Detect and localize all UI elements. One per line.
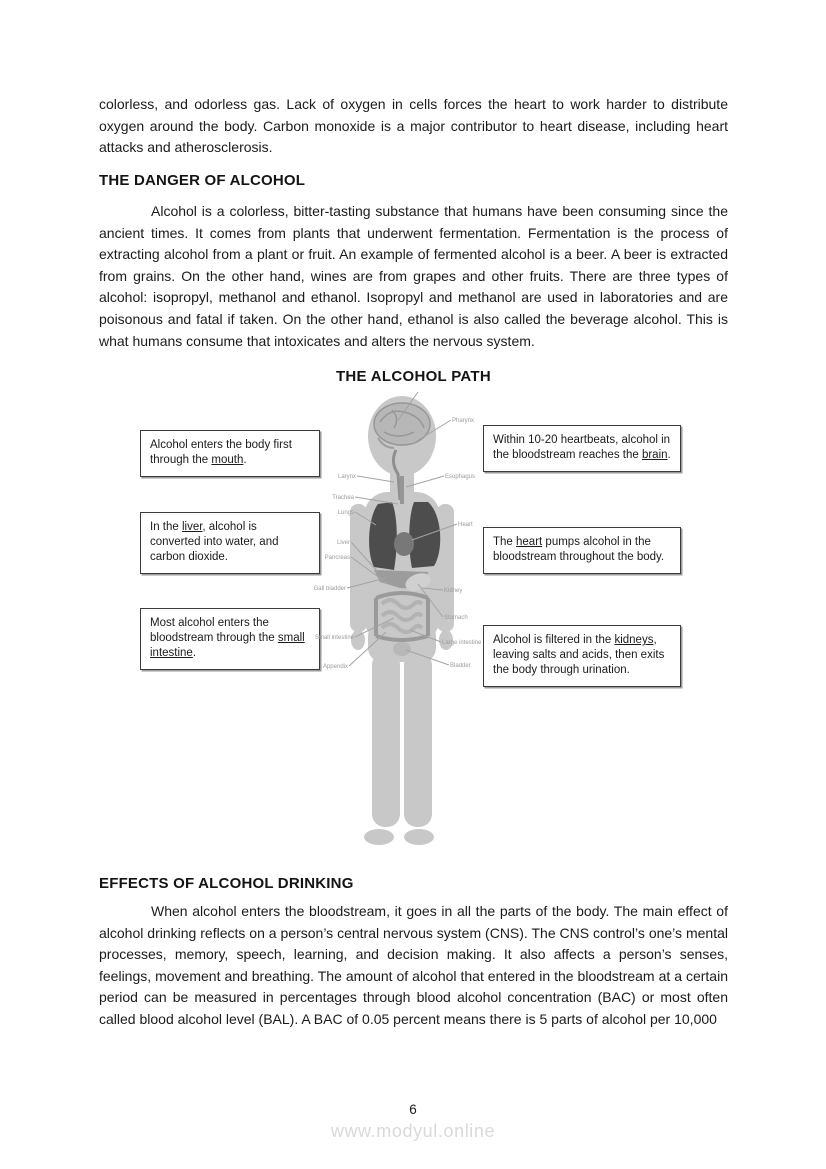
callout-liver [140,512,320,574]
callout-mouth [140,430,320,477]
danger-heading: THE DANGER OF ALCOHOL [99,172,306,189]
callout-mouth-term: mouth [211,454,244,466]
organ-label-pancreas: Pancreas [324,555,350,561]
callout-liver-term: liver [181,521,203,533]
callout-small-intestine-post: . [192,647,197,659]
organ-label-small-intestine: Small intestine [314,635,354,641]
callout-kidneys-pre: Alcohol is filtered in the [493,634,615,646]
organ-label-stomach: Stomach [444,615,468,621]
callout-heart-post: pumps alcohol in the bloodstream throughout the body. [493,536,665,563]
effects-heading: EFFECTS OF ALCOHOL DRINKING [99,875,354,892]
organ-label-liver: Liver [336,540,350,546]
organ-label-large-intestine: Large intestine [442,640,482,646]
effects-paragraph: When alcohol enters the bloodstream, it goes in all the parts of the body. The main effect of alcohol drinking reflects on a person’s central nervous system (CNS). The CNS control’s one’s mental processes, memory, speech, learning, and decision making. It also affects a person’s senses, feelings, movement and breathing. The amount of alcohol that entered in the bloodstream at a certain period can be measured in percentages through blood alcohol concentration (BAC) or most often called blood alcohol level (BAL). A BAC of 0.05 percent means there is 5 parts of alcohol per 10,000 [99,903,728,1027]
callout-mouth-post: . [243,454,247,466]
callout-brain-term: brain [641,449,668,461]
callout-brain-post: . [667,449,671,461]
callout-mouth-pre: Alcohol enters the body first through the [150,439,292,466]
danger-paragraph: Alcohol is a colorless, bitter-tasting substance that humans have been consuming since the ancient times. It comes from plants that underwent fermentation. Fermentation is the process of extracting alcohol from a plant or fruit. An example of fermented alcohol is a beer. A beer is extracted from grains. On the other hand, wines are from grapes and other fruits. There are three types of alcohol: isopropyl, methanol and ethanol. Isopropyl and methanol are used in laboratories and are poisonous and fatal if taken. On the other hand, ethanol is also called the beverage alcohol. This is what humans consume that intoxicates and alters the nervous system. [99,203,728,349]
callout-kidneys-post: , leaving salts and acids, then exits the body through urination. [493,634,665,676]
alcohol-path-diagram [0,390,826,870]
page-number: 6 [409,1102,417,1117]
intro-paragraph: colorless, and odorless gas. Lack of oxygen in cells forces the heart to work harder to distribute oxygen around the body. Carbon monoxide is a major contributor to heart disease, including heart attacks and atherosclerosis. [99,96,728,156]
bladder-illustration [393,642,411,656]
organ-label-esophagus: Esophagus [445,474,476,480]
organ-label-appendix: Appendix [322,664,348,670]
callout-kidneys-term: kidneys [614,634,654,646]
callout-liver-pre: In the [150,521,182,533]
callout-heart-term: heart [516,536,543,548]
organ-label-pharynx: Pharynx [452,418,475,424]
callout-brain-pre: Within 10-20 heartbeats, alcohol in the bloodstream reaches the [493,434,671,461]
organ-label-heart: Heart [458,522,473,528]
alcohol-path-title: THE ALCOHOL PATH [335,368,492,385]
organ-label-bladder: Bladder [450,663,471,669]
callout-small-intestine-pre: Most alcohol enters the bloodstream through the [150,617,278,644]
heart-illustration [394,532,414,556]
organ-label-kidney: Kidney [444,588,463,594]
organ-label-gall-bladder: Gall bladder [313,586,346,592]
body-figure [300,392,520,852]
watermark: www.modyul.online [330,1121,496,1141]
callout-liver-post: , alcohol is converted into water, and carbon dioxide. [150,521,279,563]
callout-small-intestine-term: small intestine [150,632,305,659]
organ-label-lungs: Lungs [337,510,354,516]
callout-heart-pre: The [493,536,517,548]
organ-label-trachea: Trachea [332,495,354,501]
callout-small-intestine [140,608,320,670]
organ-label-larynx: Larynx [337,474,356,480]
